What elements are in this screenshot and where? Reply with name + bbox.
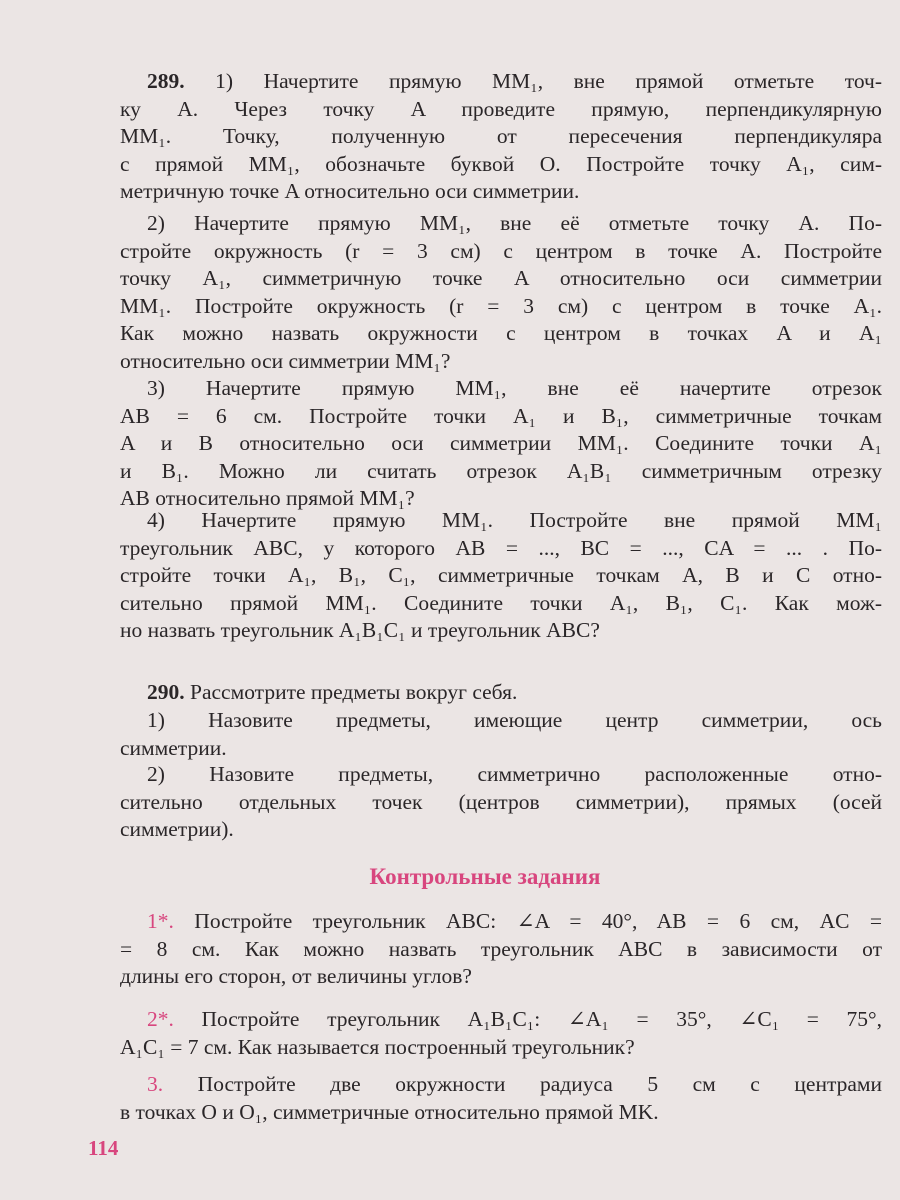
line-text: Постройте треугольник ABC: ∠A = 40°, AB = 6 см, AC = — [194, 909, 882, 933]
text-line — [120, 707, 882, 735]
line-text: ку A. Через точку A проведите прямую, перпендикулярную — [120, 96, 882, 121]
line-text: точку A₁, симметричную точке A относительно оси симметрии — [120, 266, 882, 290]
paragraph — [120, 761, 882, 844]
paragraph — [120, 375, 882, 513]
text-line — [120, 151, 882, 179]
line-text: треугольник ABC, у которого AB = ..., BC = ..., CA = ... . По- — [120, 535, 882, 560]
text-line — [120, 590, 882, 618]
paragraph — [120, 210, 882, 375]
section-heading: Контрольные задания — [369, 864, 601, 889]
text-line — [120, 1099, 882, 1127]
text-line — [120, 123, 882, 151]
line-text: = 8 см. Как можно назвать треугольник ABC в зависимости от — [120, 936, 882, 961]
problem-number: 3. — [147, 1072, 164, 1096]
text-line — [120, 816, 882, 844]
line-text: 2) Назовите предметы, симметрично расположенные отно- — [147, 762, 882, 786]
text-line — [120, 178, 882, 206]
text-line — [120, 1034, 882, 1062]
text-line — [120, 963, 882, 991]
line-text: метричную точке A относительно оси симметрии. — [120, 179, 580, 203]
line-text: A и B относительно оси симметрии MM₁. Соедините точки A₁ — [120, 431, 882, 455]
paragraph — [120, 68, 882, 206]
line-text: в точках O и O₁, симметричные относительно прямой MK. — [120, 1099, 659, 1124]
text-line — [120, 458, 882, 486]
text-line — [120, 679, 882, 707]
paragraph — [120, 679, 882, 707]
line-text: сительно отдельных точек (центров симметрии), прямых (осей — [120, 789, 882, 814]
paragraph — [120, 908, 882, 991]
text-line — [120, 761, 882, 789]
problem-number: 2*. — [147, 1007, 174, 1031]
text-line — [120, 375, 882, 403]
page-number: 114 — [88, 1136, 119, 1160]
line-text: MM₁. Постройте окружность (r = 3 см) с центром в точке A₁. — [120, 293, 882, 318]
line-text: 3) Начертите прямую MM₁, вне её начертите отрезок — [147, 376, 882, 400]
text-line — [120, 403, 882, 431]
line-text: Постройте треугольник A₁B₁C₁: ∠A₁ = 35°, ∠C₁ = 75°, — [201, 1007, 883, 1031]
text-line — [120, 96, 882, 124]
text-line — [120, 789, 882, 817]
line-text: MM₁. Точку, полученную от пересечения перпендикуляра — [120, 124, 882, 148]
line-text: Как можно назвать окружности с центром в точках A и A₁ — [120, 321, 882, 345]
text-line — [120, 1006, 882, 1034]
line-text: сительно прямой MM₁. Соедините точки A₁, B₁, C₁. Как мож- — [120, 590, 882, 615]
problem-number: 290. — [147, 680, 185, 704]
text-line — [120, 265, 882, 293]
text-line — [120, 562, 882, 590]
line-text: относительно оси симметрии MM₁? — [120, 348, 451, 373]
line-text: A₁C₁ = 7 см. Как называется построенный треугольник? — [120, 1034, 635, 1059]
text-line — [120, 348, 882, 376]
problem-number: 289. — [147, 69, 185, 93]
text-line — [120, 68, 882, 96]
line-text: AB относительно прямой MM₁? — [120, 486, 415, 510]
text-line — [120, 936, 882, 964]
line-text: 1) Назовите предметы, имеющие центр симметрии, ось — [147, 708, 882, 732]
text-line — [120, 617, 882, 645]
line-text: с прямой MM₁, обозначьте буквой O. Постройте точку A₁, сим- — [120, 151, 882, 176]
text-line — [120, 535, 882, 563]
line-text: но назвать треугольник A₁B₁C₁ и треугольник ABC? — [120, 618, 600, 642]
line-text: и B₁. Можно ли считать отрезок A₁B₁ симметричным отрезку — [120, 458, 882, 483]
line-text: стройте окружность (r = 3 см) с центром в точке A. Постройте — [120, 238, 882, 263]
problem-number: 1*. — [147, 909, 174, 933]
line-text: 4) Начертите прямую MM₁. Постройте вне прямой MM₁ — [147, 508, 882, 532]
text-line — [120, 735, 882, 763]
line-text: 1) Начертите прямую MM₁, вне прямой отметьте точ- — [215, 69, 882, 93]
paragraph — [120, 507, 882, 645]
line-text: AB = 6 см. Постройте точки A₁ и B₁, симметричные точкам — [120, 403, 882, 428]
line-text: Постройте две окружности радиуса 5 см с центрами — [197, 1072, 883, 1096]
text-line — [120, 908, 882, 936]
paragraph — [120, 707, 882, 762]
paragraph — [120, 1006, 882, 1061]
text-line — [120, 320, 882, 348]
text-line — [120, 430, 882, 458]
text-line — [120, 238, 882, 266]
line-text: Рассмотрите предметы вокруг себя. — [190, 680, 518, 704]
text-line — [120, 507, 882, 535]
line-text: симметрии. — [120, 735, 227, 760]
line-text: 2) Начертите прямую MM₁, вне её отметьте точку A. По- — [147, 211, 882, 235]
text-line — [120, 293, 882, 321]
line-text: симметрии). — [120, 817, 234, 841]
text-line — [120, 1071, 882, 1099]
paragraph — [120, 1071, 882, 1126]
line-text: стройте точки A₁, B₁, C₁, симметричные точкам A, B и C отно- — [120, 563, 882, 587]
line-text: длины его сторон, от величины углов? — [120, 964, 472, 988]
text-line — [120, 210, 882, 238]
